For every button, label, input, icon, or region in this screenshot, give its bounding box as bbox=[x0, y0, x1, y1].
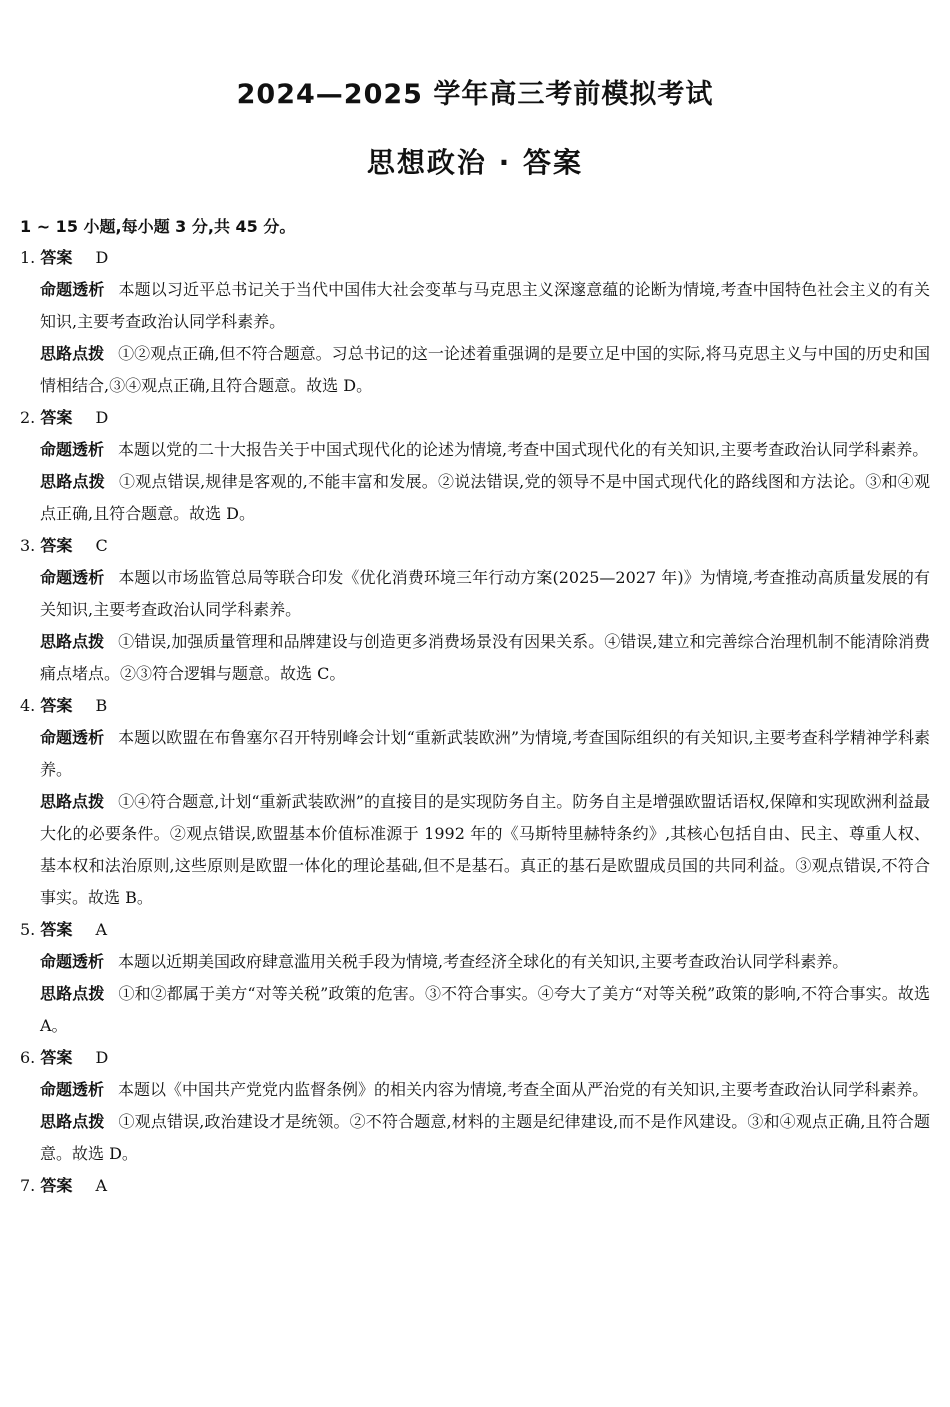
approach-text: ①②观点正确,但不符合题意。习总书记的这一论述着重强调的是要立足中国的实际,将马克思主义与中国的历史和国情相结合,③④观点正确,且符合题意。故选 D。 bbox=[40, 344, 930, 395]
answer-value: A bbox=[95, 920, 108, 939]
answer-label: 答案 bbox=[40, 920, 73, 939]
approach-paragraph bbox=[20, 338, 930, 402]
answer-label: 答案 bbox=[40, 248, 73, 267]
question-number: 4. bbox=[20, 696, 36, 715]
analysis-label: 命题透析 bbox=[40, 728, 105, 747]
analysis-label: 命题透析 bbox=[40, 952, 105, 971]
analysis-label: 命题透析 bbox=[40, 440, 105, 459]
question-number: 7. bbox=[20, 1176, 36, 1195]
approach-paragraph bbox=[20, 626, 930, 690]
answer-label: 答案 bbox=[40, 1176, 73, 1195]
analysis-paragraph bbox=[20, 1074, 930, 1106]
question-number: 6. bbox=[20, 1048, 36, 1067]
page-subtitle: 思想政治 · 答案 bbox=[366, 146, 584, 179]
analysis-label: 命题透析 bbox=[40, 568, 105, 587]
answer-value: C bbox=[95, 536, 108, 555]
approach-text: ①观点错误,规律是客观的,不能丰富和发展。②说法错误,党的领导不是中国式现代化的路线图和方法论。③和④观点正确,且符合题意。故选 D。 bbox=[40, 472, 930, 523]
question-item bbox=[20, 690, 930, 914]
analysis-label: 命题透析 bbox=[40, 280, 105, 299]
approach-text: ①④符合题意,计划“重新武装欧洲”的直接目的是实现防务自主。防务自主是增强欧盟话语权,保障和实现欧洲利益最大化的必要条件。②观点错误,欧盟基本价值标准源于 1992 年的《马斯特里赫特条约》,其核心包括自由、民主、尊重人权、基本权和法治原则,这些原则是欧盟一体化的理论基础,但不是基石。真正的基石是欧盟成员国的共同利益。③观点错误,不符合事实。故选 B。 bbox=[40, 792, 930, 907]
analysis-text: 本题以市场监管总局等联合印发《优化消费环境三年行动方案(2025—2027 年)》为情境,考查推动高质量发展的有关知识,主要考查政治认同学科素养。 bbox=[40, 568, 930, 619]
approach-label: 思路点拨 bbox=[40, 792, 105, 811]
question-header bbox=[20, 530, 930, 562]
answer-value: A bbox=[95, 1176, 108, 1195]
analysis-text: 本题以近期美国政府肆意滥用关税手段为情境,考查经济全球化的有关知识,主要考查政治认同学科素养。 bbox=[118, 952, 849, 971]
question-header bbox=[20, 1170, 930, 1202]
approach-label: 思路点拨 bbox=[40, 1112, 105, 1131]
answer-label: 答案 bbox=[40, 408, 73, 427]
question-header bbox=[20, 690, 930, 722]
analysis-text: 本题以党的二十大报告关于中国式现代化的论述为情境,考查中国式现代化的有关知识,主要考查政治认同学科素养。 bbox=[118, 440, 929, 459]
section-intro-text: 1 ~ 15 小题,每小题 3 分,共 45 分。 bbox=[20, 217, 296, 236]
question-header bbox=[20, 242, 930, 274]
question-header bbox=[20, 914, 930, 946]
question-header bbox=[20, 1042, 930, 1074]
answer-value: D bbox=[95, 248, 109, 267]
answer-label: 答案 bbox=[40, 536, 73, 555]
question-item bbox=[20, 1170, 930, 1202]
question-item bbox=[20, 242, 930, 402]
analysis-paragraph bbox=[20, 434, 930, 466]
analysis-text: 本题以欧盟在布鲁塞尔召开特别峰会计划“重新武装欧洲”为情境,考查国际组织的有关知识,主要考查科学精神学科素养。 bbox=[40, 728, 930, 779]
approach-paragraph bbox=[20, 466, 930, 530]
question-number: 1. bbox=[20, 248, 36, 267]
approach-label: 思路点拨 bbox=[40, 984, 105, 1003]
answer-value: D bbox=[95, 1048, 109, 1067]
analysis-label: 命题透析 bbox=[40, 1080, 105, 1099]
question-number: 3. bbox=[20, 536, 36, 555]
answer-value: B bbox=[95, 696, 108, 715]
question-item bbox=[20, 402, 930, 530]
analysis-paragraph bbox=[20, 722, 930, 786]
page-title: 2024—2025 学年高三考前模拟考试 bbox=[236, 79, 714, 110]
approach-text: ①观点错误,政治建设才是统领。②不符合题意,材料的主题是纪律建设,而不是作风建设。③和④观点正确,且符合题意。故选 D。 bbox=[40, 1112, 930, 1163]
approach-paragraph bbox=[20, 1106, 930, 1170]
answer-label: 答案 bbox=[40, 696, 73, 715]
analysis-paragraph bbox=[20, 274, 930, 338]
analysis-text: 本题以习近平总书记关于当代中国伟大社会变革与马克思主义深邃意蕴的论断为情境,考查中国特色社会主义的有关知识,主要考查政治认同学科素养。 bbox=[40, 280, 930, 331]
approach-label: 思路点拨 bbox=[40, 344, 105, 363]
section-intro bbox=[20, 212, 930, 242]
approach-text: ①和②都属于美方“对等关税”政策的危害。③不符合事实。④夸大了美方“对等关税”政策的影响,不符合事实。故选 A。 bbox=[40, 984, 930, 1035]
approach-label: 思路点拨 bbox=[40, 632, 105, 651]
approach-paragraph bbox=[20, 978, 930, 1042]
answer-label: 答案 bbox=[40, 1048, 73, 1067]
question-header bbox=[20, 402, 930, 434]
question-number: 5. bbox=[20, 920, 36, 939]
question-number: 2. bbox=[20, 408, 36, 427]
question-item bbox=[20, 530, 930, 690]
approach-text: ①错误,加强质量管理和品牌建设与创造更多消费场景没有因果关系。④错误,建立和完善综合治理机制不能清除消费痛点堵点。②③符合逻辑与题意。故选 C。 bbox=[40, 632, 930, 683]
answer-content bbox=[20, 212, 930, 1202]
approach-label: 思路点拨 bbox=[40, 472, 105, 491]
approach-paragraph bbox=[20, 786, 930, 914]
analysis-paragraph bbox=[20, 946, 930, 978]
question-item bbox=[20, 1042, 930, 1170]
answer-value: D bbox=[95, 408, 109, 427]
question-item bbox=[20, 914, 930, 1042]
analysis-text: 本题以《中国共产党党内监督条例》的相关内容为情境,考查全面从严治党的有关知识,主要考查政治认同学科素养。 bbox=[118, 1080, 929, 1099]
analysis-paragraph bbox=[20, 562, 930, 626]
